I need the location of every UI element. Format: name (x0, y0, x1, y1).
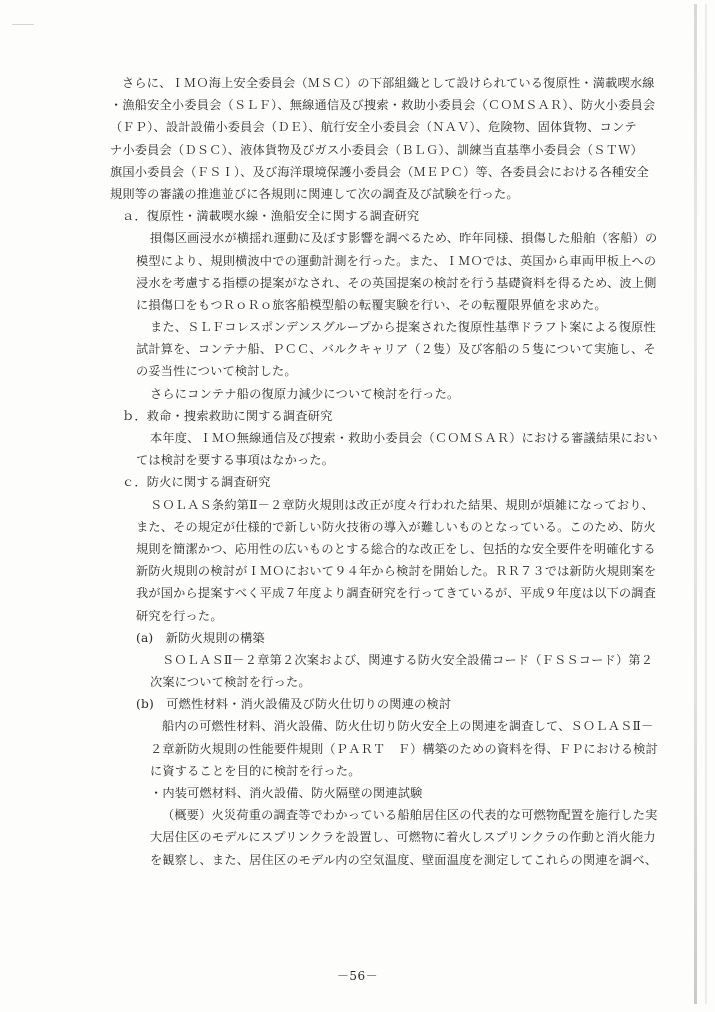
section-heading-a: ａ．復原性・満載喫水線・漁船安全に関する調査研究 (122, 209, 420, 224)
paragraph-line: （ＦＰ）、設計設備小委員会（ＤＥ）、航行安全小委員会（ＮＡＶ）、危険物、固体貨物、コンテ (110, 120, 637, 135)
paragraph-line: ・漁船安全小委員会（ＳＬＦ）、無線通信及び捜索・救助小委員会（ＣＯＭＳＡＲ）、防火小委員会 (110, 98, 656, 113)
paragraph-line: また、その規定が仕様的で新しい防火技術の導入が難しいものとなっている。このため、防火 (136, 519, 656, 534)
paragraph-line: 船内の可燃性材料、消火設備、防火仕切り防火安全上の関連を調査して、ＳＯＬＡＳⅡ－ (162, 719, 654, 734)
subsection-heading-b: (b) 可燃性材料・消火設備及び防火仕切りの関連の検討 (136, 697, 452, 712)
paragraph-line: 試計算を、コンテナ船、ＰＣＣ、バルクキャリア（２隻）及び客船の５隻について実施し、そ (136, 342, 656, 357)
paragraph-line: ナ小委員会（ＤＳＣ）、液体貨物及びガス小委員会（ＢＬＧ）、訓練当直基準小委員会（ＳＴＷ） (110, 142, 643, 157)
page-number: －56－ (336, 969, 379, 983)
paragraph-line: を観察し、また、居住区のモデル内の空気温度、壁面温度を測定してこれらの関連を調べ、 (150, 852, 658, 867)
paragraph-line: 模型により、規則横波中での運動計測を行った。また、ＩＭＯでは、英国から車両甲板上への (136, 253, 657, 268)
paragraph-line: に損傷口をもつＲｏＲｏ旅客船模型船の転覆実験を行い、その転覆限界値を求めた。 (136, 297, 607, 312)
paragraph-line: 旗国小委員会（ＦＳＩ）、及び海洋環境保護小委員会（ＭＥＰＣ）等、各委員会における各種安全 (110, 164, 649, 179)
paragraph-line: 新防火規則の検討がＩＭＯにおいて９４年から検討を開始した。ＲＲ７３では新防火規則案を (136, 564, 657, 579)
page-edge-line (705, 4, 707, 1004)
paragraph-line: 本年度、ＩＭＯ無線通信及び捜索・救助小委員会（ＣＯＭＳＡＲ）における審議結果におい (150, 431, 658, 445)
paragraph-line: に資することを目的に検討を行った。 (150, 763, 361, 778)
scan-mark (12, 24, 34, 25)
paragraph-line: さらに、ＩＭＯ海上安全委員会（ＭＳＣ）の下部組織として設けられている復原性・満載喫水線 (122, 76, 655, 90)
paragraph-line: 次案について検討を行った。 (150, 675, 311, 690)
paragraph-line: ＳＯＬＡＳ条約第Ⅱ－２章防火規則は改正が度々行われた結果、規則が煩雑になっており、 (150, 497, 654, 512)
section-heading-c: ｃ．防火に関する調査研究 (122, 475, 271, 490)
paragraph-line: の妥当性について検討した。 (136, 364, 297, 379)
body-text (110, 72, 658, 871)
page-edge-shadow (694, 4, 697, 1004)
bullet-item: ・内装可燃材料、消火設備、防火隔壁の関連試験 (150, 786, 423, 800)
paragraph-line: 大居住区のモデルにスプリンクラを設置し、可燃物に着火しスプリンクラの作動と消火能力 (150, 830, 656, 845)
paragraph-line: ＳＯＬＡＳⅡ－２章第２次案および、関連する防火安全設備コード（ＦＳＳコード）第２ (162, 652, 654, 667)
paragraph-line: 規則を簡潔かつ、応用性の広いものとする総合的な改正をし、包括的な安全要件を明確化する (136, 541, 656, 556)
paragraph-line: また、ＳＬＦコレスポンデンスグループから提案された復原性基準ドラフト案による復原性 (150, 320, 656, 335)
paragraph-line: さらにコンテナ船の復原力減少について検討を行った。 (150, 386, 460, 401)
paragraph-line: （概要）火災荷重の調査等でわかっている船舶居住区の代表的な可燃物配置を施行した実 (162, 808, 658, 823)
paragraph-line: ２章新防火規則の性能要件規則（ＰＡＲＴ Ｆ）構築のための資料を得、ＦＰにおける検討 (150, 741, 658, 756)
paragraph-line: ては検討を要する事項はなかった。 (136, 453, 335, 468)
paragraph-line: 規則等の審議の推進並びに各規則に関連して次の調査及び試験を行った。 (110, 186, 519, 201)
paragraph-line: 我が国から提案すべく平成７年度より調査研究を行ってきているが、平成９年度は以下の調査 (136, 586, 657, 601)
section-heading-b: ｂ．救命・捜索救助に関する調査研究 (122, 408, 333, 423)
paragraph-line: 研究を行った。 (136, 608, 223, 623)
paragraph-line: 浸水を考慮する指標の提案がなされ、その英国提案の検討を行う基礎資料を得るため、波上側 (136, 275, 657, 290)
paragraph-line: 損傷区画浸水が横揺れ運動に及ぼす影響を調べるため、昨年同様、損傷した船舶（客船）の (150, 231, 658, 246)
subsection-heading-a: (a) 新防火規則の構築 (136, 630, 265, 645)
